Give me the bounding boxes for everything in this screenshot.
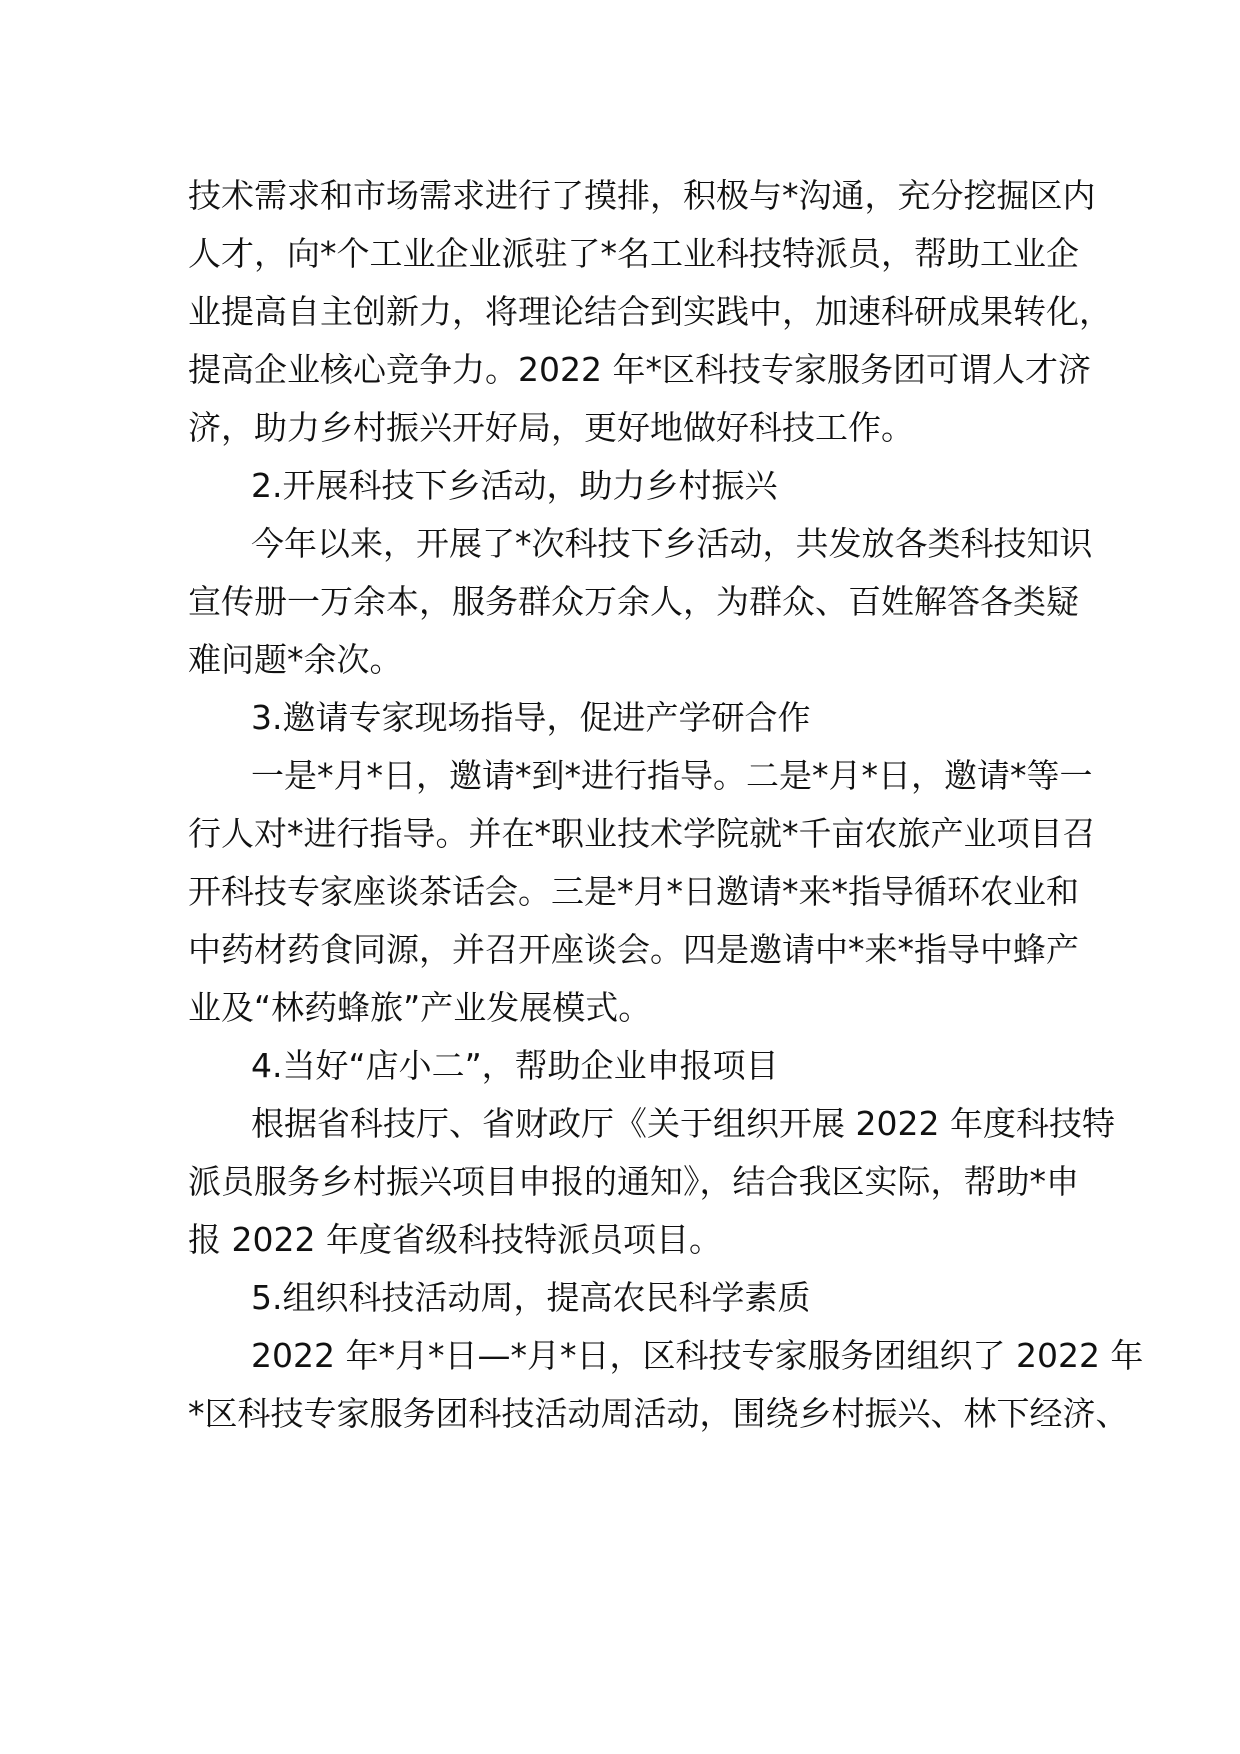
text-line: 提高企业核心竞争力。2022 年*区科技专家服务团可谓人才济 (188, 350, 1091, 389)
text-line: 派员服务乡村振兴项目申报的通知》，结合我区实际，帮助*申 (188, 1162, 1079, 1201)
text-line: 宣传册一万余本，服务群众万余人，为群众、百姓解答各类疑 (188, 582, 1079, 621)
text-line: 济，助力乡村振兴开好局，更好地做好科技工作。 (188, 408, 914, 447)
section-heading: 2.开展科技下乡活动，助力乡村振兴 (251, 466, 778, 505)
text-line: 中药材药食同源，并召开座谈会。四是邀请中*来*指导中蜂产 (188, 930, 1079, 969)
text-line: 2022 年*月*日—*月*日，区科技专家服务团组织了 2022 年 (251, 1336, 1144, 1375)
text-line: 业及“林药蜂旅”产业发展模式。 (188, 988, 652, 1027)
section-heading: 4.当好“店小二”，帮助企业申报项目 (251, 1046, 779, 1085)
text-line: 根据省科技厅、省财政厅《关于组织开展 2022 年度科技特 (251, 1104, 1115, 1143)
text-line: 行人对*进行指导。并在*职业技术学院就*千亩农旅产业项目召 (188, 814, 1096, 853)
text-line: 开科技专家座谈茶话会。三是*月*日邀请*来*指导循环农业和 (188, 872, 1079, 911)
text-line: 技术需求和市场需求进行了摸排，积极与*沟通，充分挖掘区内 (188, 176, 1096, 215)
text-line: *区科技专家服务团科技活动周活动，围绕乡村振兴、林下经济、 (188, 1394, 1129, 1433)
text-line: 难问题*余次。 (188, 640, 403, 679)
text-line: 报 2022 年度省级科技特派员项目。 (188, 1220, 722, 1259)
text-line: 人才，向*个工业企业派驻了*名工业科技特派员，帮助工业企 (188, 234, 1079, 273)
text-line: 今年以来，开展了*次科技下乡活动，共发放各类科技知识 (251, 524, 1093, 563)
text-line: 一是*月*日，邀请*到*进行指导。二是*月*日，邀请*等一 (251, 756, 1093, 795)
section-heading: 3.邀请专家现场指导，促进产学研合作 (251, 698, 811, 737)
text-line: 业提高自主创新力，将理论结合到实践中，加速科研成果转化， (188, 292, 1112, 331)
section-heading: 5.组织科技活动周，提高农民科学素质 (251, 1278, 811, 1317)
